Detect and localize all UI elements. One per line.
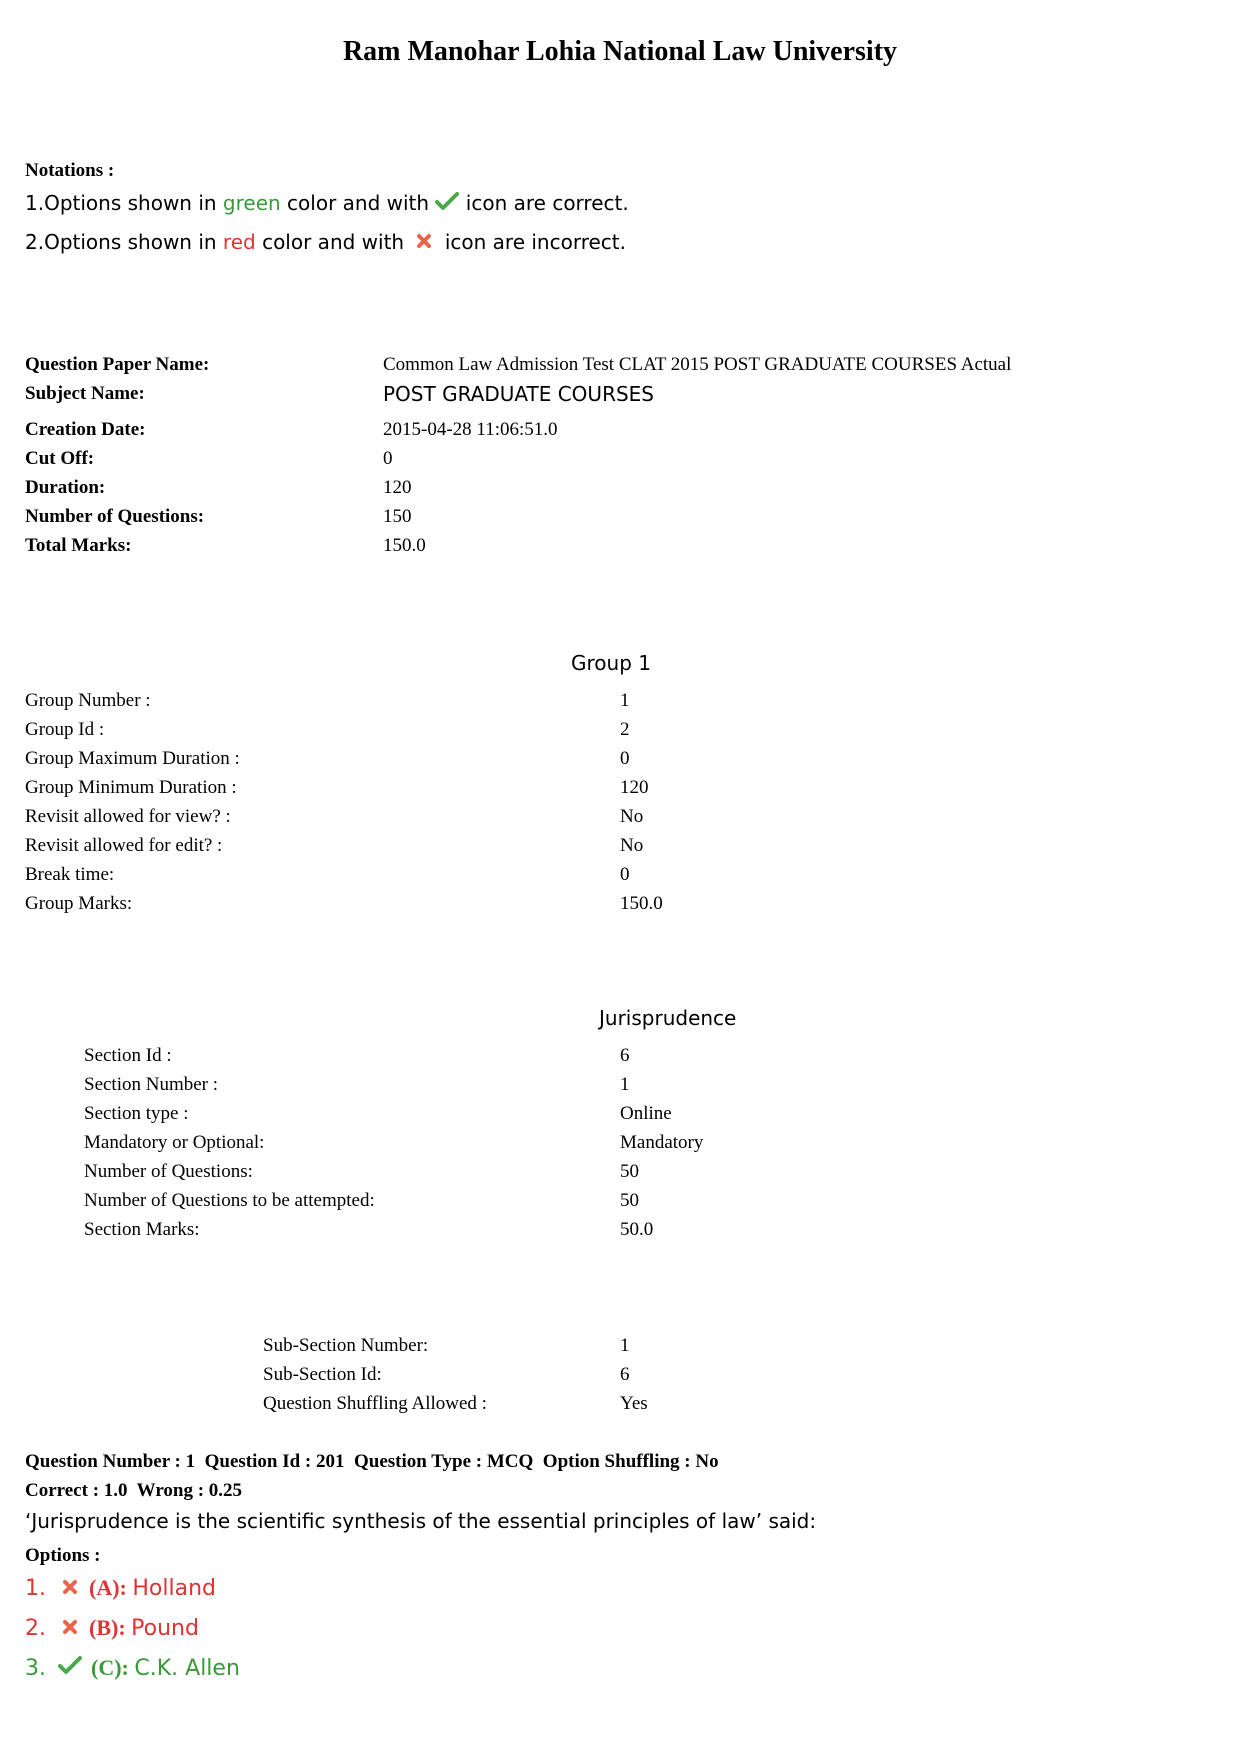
section-label: Number of Questions: [84,1161,253,1182]
notation-suffix: icon are correct. [465,191,629,215]
option-item[interactable] [25,1655,240,1681]
group-label: Group Maximum Duration : [25,748,240,769]
paper-label: Question Paper Name: [25,354,210,375]
paper-value: 150 [383,506,412,527]
notation-line-correct [25,191,629,216]
section-label: Section type : [84,1103,189,1124]
section-value: 50 [620,1161,639,1182]
check-icon [435,191,459,216]
option-number: 3. [25,1656,46,1681]
paper-label: Duration: [25,477,106,498]
check-icon [58,1655,82,1681]
section-value: Mandatory [620,1132,704,1153]
group-heading: Group 1 [571,651,651,675]
notation-line-incorrect [25,230,626,254]
section-heading: Jurisprudence [599,1006,737,1030]
question-marks: Correct : 1.0 Wrong : 0.25 [25,1480,243,1501]
group-value: No [620,835,644,856]
cross-icon [416,230,432,254]
group-value: 2 [620,719,630,740]
option-text: Pound [131,1616,199,1641]
group-value: No [620,806,644,827]
section-label: Number of Questions to be attempted: [84,1190,375,1211]
notations-heading: Notations : [25,160,115,181]
notation-middle: color and with [262,230,405,254]
cross-icon [62,1575,78,1601]
paper-value: POST GRADUATE COURSES [383,382,654,406]
notation-prefix: 1.Options shown in [25,191,217,215]
group-value: 0 [620,748,630,769]
notation-middle: color and with [287,191,430,215]
notation-prefix: 2.Options shown in [25,230,217,254]
page-title: Ram Manohar Lohia National Law University [342,36,898,67]
cross-icon [62,1615,78,1641]
group-label: Group Minimum Duration : [25,777,237,798]
group-value: 120 [620,777,649,798]
group-value: 0 [620,864,630,885]
section-label: Section Number : [84,1074,219,1095]
notation-suffix: icon are incorrect. [444,230,626,254]
subsection-value: 1 [620,1335,630,1356]
paper-label: Cut Off: [25,448,95,469]
section-value: 1 [620,1074,630,1095]
question-text: ‘Jurisprudence is the scientific synthesis of the essential principles of law’ said: [25,1509,817,1533]
option-item[interactable] [25,1615,199,1641]
option-text: C.K. Allen [134,1656,240,1681]
section-label: Mandatory or Optional: [84,1132,265,1153]
section-value: 50.0 [620,1219,654,1240]
notation-color-word: red [222,230,256,254]
paper-label: Number of Questions: [25,506,205,527]
paper-value: Common Law Admission Test CLAT 2015 POST GRADUATE COURSES Actual [383,354,1012,375]
paper-value: 0 [383,448,393,469]
section-label: Section Marks: [84,1219,200,1240]
option-number: 2. [25,1616,46,1641]
section-label: Section Id : [84,1045,172,1066]
section-value: 6 [620,1045,630,1066]
option-item[interactable] [25,1575,216,1601]
group-label: Group Marks: [25,893,133,914]
paper-value: 150.0 [383,535,426,556]
options-heading: Options : [25,1545,101,1566]
subsection-value: Yes [620,1393,648,1414]
option-label: (C): [91,1655,129,1680]
subsection-label: Sub-Section Number: [263,1335,429,1356]
group-label: Group Id : [25,719,105,740]
subsection-label: Sub-Section Id: [263,1364,382,1385]
paper-value: 120 [383,477,412,498]
group-value: 150.0 [620,893,663,914]
notation-color-word: green [222,191,281,215]
group-label: Revisit allowed for view? : [25,806,231,827]
group-label: Group Number : [25,690,151,711]
option-label: (A): [89,1575,127,1600]
subsection-label: Question Shuffling Allowed : [263,1393,487,1414]
question-meta: Question Number : 1 Question Id : 201 Question Type : MCQ Option Shuffling : No [25,1451,719,1472]
option-label: (B): [89,1615,126,1640]
section-value: Online [620,1103,672,1124]
option-text: Holland [132,1576,216,1601]
group-label: Revisit allowed for edit? : [25,835,223,856]
option-number: 1. [25,1576,46,1601]
section-value: 50 [620,1190,639,1211]
paper-label: Creation Date: [25,419,146,440]
paper-value: 2015-04-28 11:06:51.0 [383,419,558,440]
group-label: Break time: [25,864,115,885]
paper-label: Total Marks: [25,535,132,556]
paper-label: Subject Name: [25,383,145,404]
group-value: 1 [620,690,630,711]
subsection-value: 6 [620,1364,630,1385]
